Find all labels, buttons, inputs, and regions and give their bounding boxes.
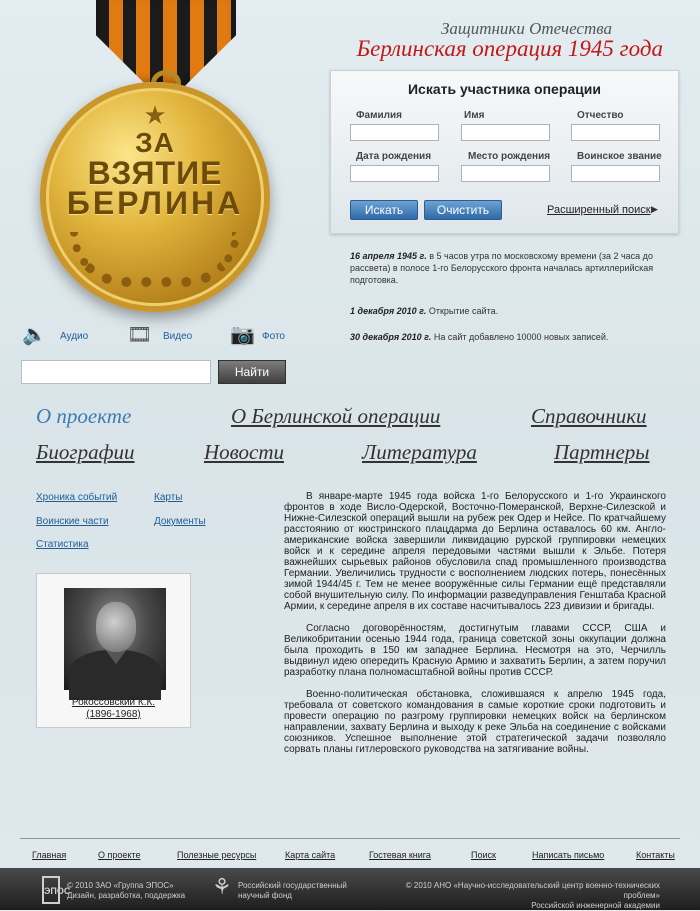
side-link-units[interactable]: Воинские части <box>36 516 109 527</box>
nav-biographies[interactable]: Биографии <box>36 440 135 464</box>
photo-link[interactable]: Фото <box>262 331 285 342</box>
footer-bar <box>0 868 700 910</box>
nav-berlin-operation[interactable]: О Берлинской операции <box>231 404 441 428</box>
footer-link-search[interactable]: Поиск <box>471 850 496 860</box>
wreath-icon <box>70 232 240 287</box>
site-subtitle: Защитники Отечества <box>440 19 612 38</box>
nav-about-project[interactable]: О проекте <box>36 404 132 428</box>
medal-line-3: БЕРЛИНА <box>66 185 244 221</box>
article-paragraph: Военно-политическая обстановка, сложившаяся к апрелю 1945 года, требовала от советского командования в самые короткие сроки подготовить и провести операцию по разгрому группировки немецких войск на берлинском направлении, захвату Берлина и выходу к реке Эльба на соединение с войсками союзников. Успешное выполнение этой стратегической задачи позволяло сорвать планы гитлеровского руководства на затягивание войны. <box>284 689 666 755</box>
side-link-maps[interactable]: Карты <box>154 492 183 503</box>
nav-literature[interactable]: Литература <box>362 440 477 464</box>
news-item <box>350 305 670 317</box>
ano-line-1: © 2010 АНО «Научно-исследовательский центр военно-технических проблем» <box>405 881 660 900</box>
last-name-label: Фамилия <box>356 110 402 121</box>
site-search-button[interactable]: Найти <box>218 360 286 384</box>
article-paragraph: Согласно договорённостям, достигнутым главами СССР, США и Великобритании осенью 1944 года, граница советской зоны оккупации должна была проходить в 150 км западнее Берлина. Несмотря на это, Черчилль выдвинул идею опередить Красную Армию и захватить Берлин, а затем поручил разработку плана полномасштабной войны против СССР. <box>284 623 666 678</box>
speaker-icon[interactable]: 🔈 <box>22 324 47 346</box>
footer-link-sitemap[interactable]: Карта сайта <box>285 850 336 860</box>
side-link-documents[interactable]: Документы <box>154 516 206 527</box>
article-text <box>284 491 666 766</box>
search-panel-title: Искать участника операции <box>407 81 602 97</box>
birth-place-label: Место рождения <box>468 151 551 162</box>
birth-date-input[interactable] <box>350 165 439 182</box>
news-text: Открытие сайта. <box>426 306 499 316</box>
last-name-input[interactable] <box>350 124 439 141</box>
news-item <box>350 331 670 343</box>
news-date: 16 апреля 1945 г. <box>350 251 427 261</box>
portrait-head <box>96 602 136 652</box>
footer-link-write[interactable]: Написать письмо <box>532 850 605 860</box>
medal-inscription <box>40 127 270 221</box>
footer-link-guestbook[interactable]: Гостевая книга <box>369 850 431 860</box>
birth-place-input[interactable] <box>461 165 550 182</box>
advanced-search-link[interactable]: Расширенный поиск <box>547 204 651 216</box>
nav-news[interactable]: Новости <box>204 440 284 464</box>
medal-line-2: ВЗЯТИЕ <box>87 155 223 191</box>
patronymic-input[interactable] <box>571 124 660 141</box>
fund-text <box>238 881 347 901</box>
epos-copyright <box>67 881 185 901</box>
nav-partners[interactable]: Партнеры <box>554 440 650 464</box>
site-title: Берлинская операция 1945 года <box>356 36 663 61</box>
footer-link-contacts[interactable]: Контакты <box>636 850 675 860</box>
fund-emblem-icon[interactable]: ⚘ <box>212 874 232 899</box>
rank-input[interactable] <box>571 165 660 182</box>
footer-link-about[interactable]: О проекте <box>98 850 141 860</box>
footer-divider <box>20 838 680 839</box>
nav-reference[interactable]: Справочники <box>531 404 647 428</box>
search-button[interactable]: Искать <box>350 200 418 220</box>
fund-line-2: научный фонд <box>238 891 292 900</box>
camera-icon[interactable]: 📷 <box>230 324 255 346</box>
film-reel-icon[interactable]: 🎞 <box>127 324 153 346</box>
featured-biography-card[interactable] <box>36 573 191 728</box>
video-link[interactable]: Видео <box>163 331 193 342</box>
first-name-label: Имя <box>464 110 485 121</box>
fund-line-1: Российский государственный <box>238 881 347 890</box>
news-date: 1 декабря 2010 г. <box>350 306 427 316</box>
site-search-input[interactable] <box>21 360 211 384</box>
birth-date-label: Дата рождения <box>356 151 432 162</box>
ano-line-2: Российской инженерной академии <box>531 901 660 910</box>
patronymic-label: Отчество <box>577 110 624 121</box>
audio-link[interactable]: Аудио <box>60 331 89 342</box>
portrait-years[interactable]: (1896-1968) <box>86 709 141 720</box>
footer-link-resources[interactable]: Полезные ресурсы <box>177 850 257 860</box>
news-date: 30 декабря 2010 г. <box>350 332 432 342</box>
epos-logo-icon[interactable]: ЭПОС <box>42 876 60 904</box>
medal-line-1: ЗА <box>135 127 175 158</box>
news-item <box>350 250 670 286</box>
star-icon: ★ <box>143 100 167 130</box>
medal-image <box>40 82 270 312</box>
portrait-photo[interactable] <box>64 588 166 690</box>
portrait-name-link[interactable]: Рокоссовский К.К. <box>71 697 156 708</box>
footer-link-home[interactable]: Главная <box>32 850 67 860</box>
epos-line-2: Дизайн, разработка, поддержка <box>67 891 186 900</box>
arrow-right-icon[interactable]: ▶ <box>651 204 658 214</box>
side-link-statistics[interactable]: Статистика <box>36 539 89 550</box>
article-paragraph: В январе-марте 1945 года войска 1-го Белорусского и 1-го Украинского фронтов в ходе Висло-Одерской, Восточно-Померанской, Верхне-Силезской и Нижне-Силезской операций вышли на рубеж рек Одер и Нейсе. По кратчайшему расстоянию от кюстринского плацдарма до Берлина оставалось 60 км. Англо-американские войска завершили ликвидацию рурской группировки немецких войск и к середине апреля передовыми частями вышли к Эльбе. Потеря важнейших сырьевых районов обусловила спад промышленного производства Германии. Увеличились трудности с восполнением людских потерь, понесённых зимой 1944/45 г. Тем не менее вооружённые силы Германии ещё представляли собой внушительную силу. По информации разведуправления Генштаба Красной Армии, к середине апреля в их составе насчитывалось 223 дивизии и бригады. <box>284 491 666 612</box>
first-name-input[interactable] <box>461 124 550 141</box>
epos-line-1: © 2010 ЗАО «Группа ЭПОС» <box>67 881 174 890</box>
clear-button[interactable]: Очистить <box>424 200 502 220</box>
rank-label: Воинское звание <box>577 151 662 162</box>
news-text: На сайт добавлено 10000 новых записей. <box>431 332 609 342</box>
side-link-chronicle[interactable]: Хроника событий <box>36 492 118 503</box>
participant-search-panel <box>330 70 679 234</box>
news-text: в 5 часов утра по московскому времени (за 2 часа до рассвета) в полосе 1-го Белорусского фронта началась артиллерийская подготовка. <box>350 251 654 285</box>
ano-copyright <box>375 881 660 911</box>
